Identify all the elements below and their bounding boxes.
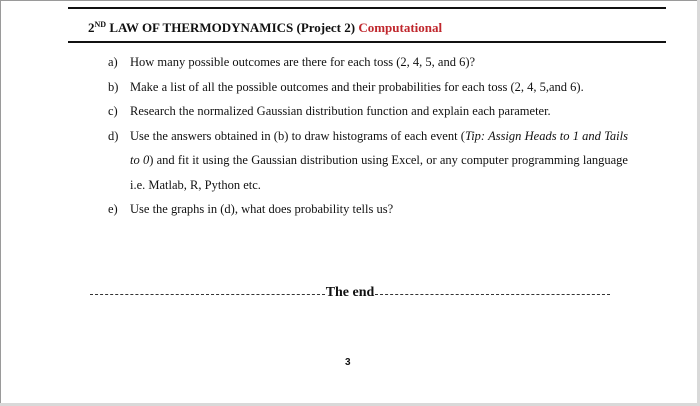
page-number: 3 xyxy=(345,357,351,368)
question-item-a xyxy=(108,50,628,75)
header-title-superscript: ND xyxy=(94,20,107,29)
question-text-part: ) and fit it using the Gaussian distribution using Excel, or any computer programming language i.e. Matlab, R, Python etc. xyxy=(130,153,628,192)
question-text: Make a list of all the possible outcomes and their probabilities for each toss (2, 4, 5,and 6). xyxy=(130,79,584,94)
question-list xyxy=(108,50,628,222)
end-divider xyxy=(90,285,610,301)
question-marker: b) xyxy=(108,79,119,94)
question-text: Research the normalized Gaussian distribution function and explain each parameter. xyxy=(130,104,551,118)
question-text: Use the graphs in (d), what does probability tells us? xyxy=(130,202,394,216)
question-marker: e) xyxy=(108,202,118,216)
header-rule xyxy=(68,41,666,43)
question-item-d xyxy=(108,124,628,198)
header-title: LAW OF THERMODYNAMICS (Project 2) xyxy=(106,20,359,35)
question-item-c xyxy=(108,99,628,124)
end-label: The end xyxy=(325,285,375,300)
header-title-number: 2 xyxy=(88,20,95,35)
dashed-rule-left xyxy=(90,294,325,295)
question-text: How many possible outcomes are there for each toss (2, 4, 5, and 6)? xyxy=(130,55,476,69)
top-rule xyxy=(68,7,666,9)
question-item-e xyxy=(108,197,628,222)
question-marker: c) xyxy=(108,104,118,118)
question-text-part: Use the answers obtained in (b) to draw histograms of each event ( xyxy=(130,128,465,143)
question-marker: d) xyxy=(108,128,119,143)
question-item-b xyxy=(108,75,628,100)
document-header xyxy=(88,20,442,36)
question-text xyxy=(130,124,628,198)
question-marker: a) xyxy=(108,55,118,69)
question-tip: Tip: Assign Heads to 1 and Tails to 0 xyxy=(130,128,628,167)
dashed-rule-right xyxy=(375,294,610,295)
header-accent-label: Computational xyxy=(358,20,443,35)
